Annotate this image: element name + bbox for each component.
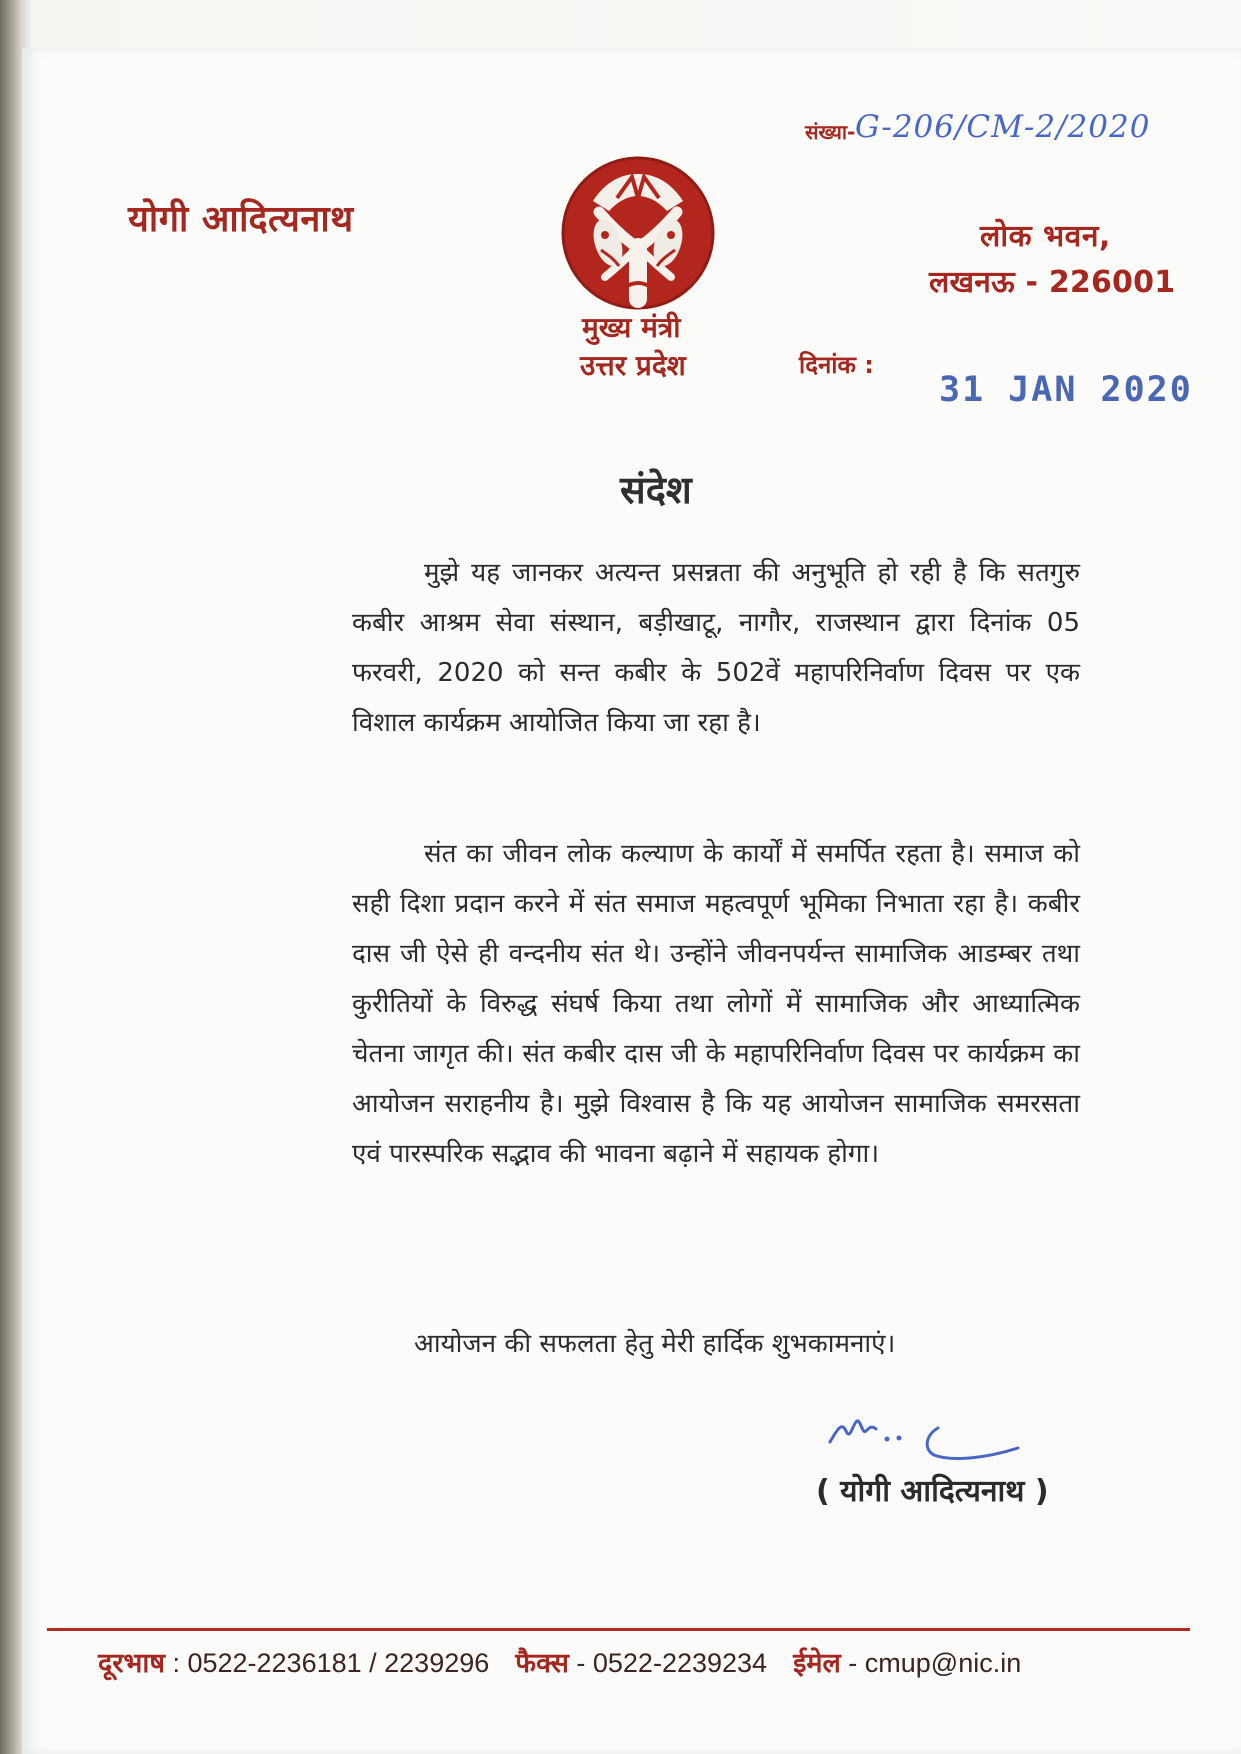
date-label: दिनांक : [799,351,874,379]
body-paragraph-1: मुझे यह जानकर अत्यन्त प्रसन्नता की अनुभूति हो रही है कि सतगुरु कबीर आश्रम सेवा संस्थान, बड़ीखाटू, नागौर, राजस्थान द्वारा दिनांक 05 फरवरी, 2020 को सन्त कबीर के 502वें महापरिनिर्वाण दिवस पर एक विशाल कार्यक्रम आयोजित किया जा रहा है। [352,558,1080,738]
uttar-pradesh-emblem-icon [559,154,717,312]
reference-number: G-206/CM-2/2020 [855,109,1151,145]
handwritten-signature-icon [820,1400,1030,1478]
reference-label: संख्या- [805,120,856,144]
email-label: ईमेल [793,1648,841,1678]
phone-label: दूरभाष [98,1648,165,1678]
letter-heading: संदेश [620,468,692,512]
fax-label: फैक्स [515,1648,569,1678]
sender-name: योगी आदित्यनाथ [128,199,354,240]
signatory-name: ( योगी आदित्यनाथ ) [816,1474,1049,1509]
footer-divider [47,1628,1190,1631]
contact-footer [98,1643,1021,1680]
address-line1: लोक भवन, [980,219,1111,254]
closing-line: आयोजन की सफलता हेतु मेरी हार्दिक शुभकामनाएं। [414,1329,896,1359]
date-stamp: 31 JAN 2020 [939,370,1193,410]
office-title-line1: मुख्य मंत्री [582,311,681,344]
address-line2: लखनऊ - 226001 [929,265,1176,300]
phone-value: : 0522-2236181 / 2239296 [164,1648,490,1678]
email-value: - cmup@nic.in [840,1648,1022,1678]
body-paragraph-2: संत का जीवन लोक कल्याण के कार्यों में समर्पित रहता है। समाज को सही दिशा प्रदान करने में संत समाज महत्वपूर्ण भूमिका निभाता रहा है। कबीर दास जी ऐसे ही वन्दनीय संत थे। उन्होंने जीवनपर्यन्त सामाजिक आडम्बर तथा कुरीतियों के विरुद्ध संघर्ष किया तथा लोगों में सामाजिक और आध्यात्मिक चेतना जागृत की। संत कबीर दास जी के महापरिनिर्वाण दिवस पर कार्यक्रम का आयोजन सराहनीय है। मुझे विश्वास है कि यह आयोजन सामाजिक समरसता एवं पारस्परिक सद्भाव की भावना बढ़ाने में सहायक होगा। [352,839,1080,1169]
fax-value: - 0522-2239234 [568,1648,768,1678]
office-title-line2: उत्तर प्रदेश [580,349,686,382]
